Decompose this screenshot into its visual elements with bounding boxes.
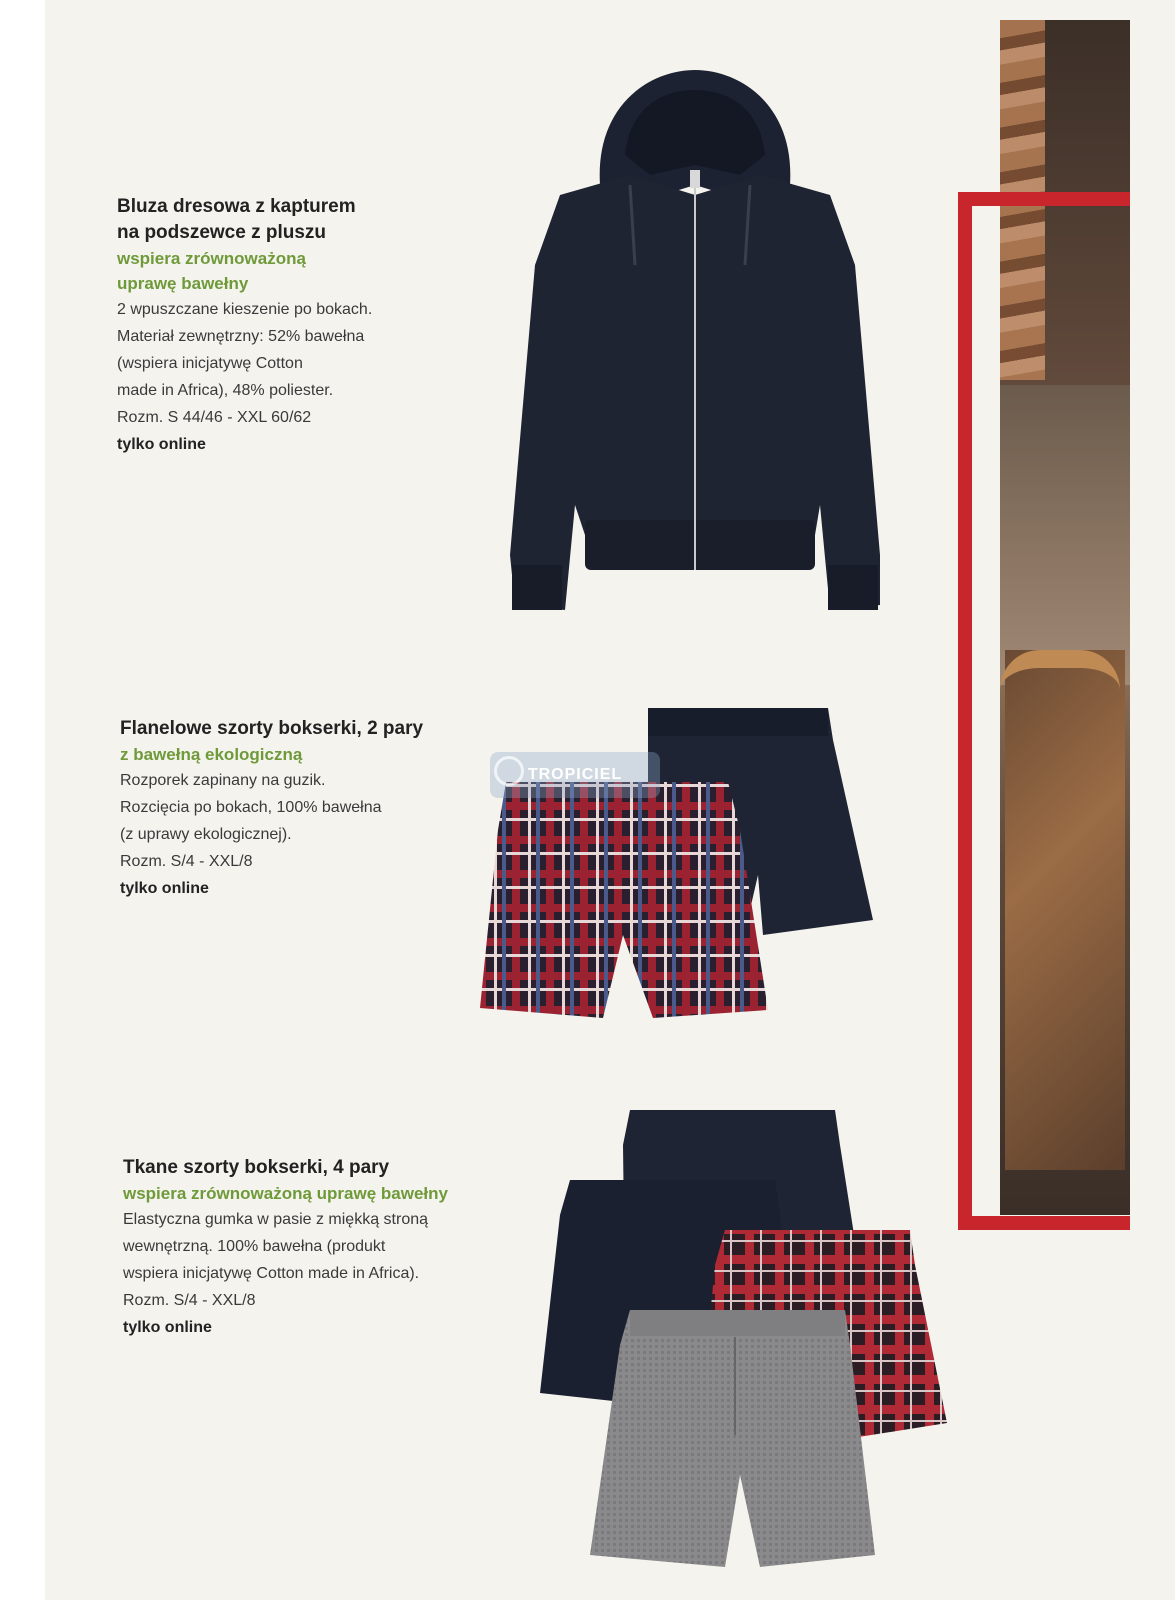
product-title: Tkane szorty bokserki, 4 pary [123, 1157, 390, 1178]
page-margin [0, 0, 45, 1600]
product-description-line: wewnętrzną. 100% bawełna (produkt [123, 1238, 386, 1255]
boxer-shorts-set-icon [535, 1105, 955, 1570]
product-title-line2: na podszewce z pluszu [117, 222, 327, 243]
eco-claim: z bawełną ekologiczną [120, 745, 303, 764]
eco-claim: wspiera zrównoważoną [117, 249, 306, 268]
product-description-line: Elastyczna gumka w pasie z miękką stroną [123, 1211, 429, 1228]
product-description-line: (z uprawy ekologicznej). [120, 826, 292, 843]
product-description-line: 2 wpuszczane kieszenie po bokach. [117, 301, 373, 318]
boxer-shorts-icon [478, 700, 878, 1025]
red-accent-frame-bottom [958, 1216, 1130, 1230]
product-description-line: Rozcięcia po bokach, 100% bawełna [120, 799, 382, 816]
product-description-line: made in Africa), 48% poliester. [117, 382, 334, 399]
online-only-badge: tylko online [120, 880, 209, 897]
product-description-line: wspiera inicjatywę Cotton made in Africa). [123, 1265, 420, 1282]
product-title: Flanelowe szorty bokserki, 2 pary [120, 718, 424, 739]
red-accent-frame [958, 192, 1130, 1230]
product-title: Bluza dresowa z kapturem [117, 196, 356, 217]
product-description-line: (wspiera inicjatywę Cotton [117, 355, 303, 372]
product-woven-boxers [123, 1155, 563, 1341]
watermark-logo-icon [494, 756, 524, 786]
product-description-line: Rozporek zapinany na guzik. [120, 772, 326, 789]
product-sizes: Rozm. S 44/46 - XXL 60/62 [117, 409, 312, 426]
eco-claim-line2: uprawę bawełny [117, 274, 249, 293]
product-sizes: Rozm. S/4 - XXL/8 [123, 1292, 256, 1309]
eco-claim: wspiera zrównoważoną uprawę bawełny [123, 1184, 448, 1203]
product-hoodie [117, 194, 547, 458]
online-only-badge: tylko online [123, 1319, 212, 1336]
online-only-badge: tylko online [117, 436, 206, 453]
hoodie-icon [500, 65, 890, 625]
watermark: TROPICIEL [490, 752, 660, 798]
product-sizes: Rozm. S/4 - XXL/8 [120, 853, 253, 870]
product-description-line: Materiał zewnętrzny: 52% bawełna [117, 328, 365, 345]
